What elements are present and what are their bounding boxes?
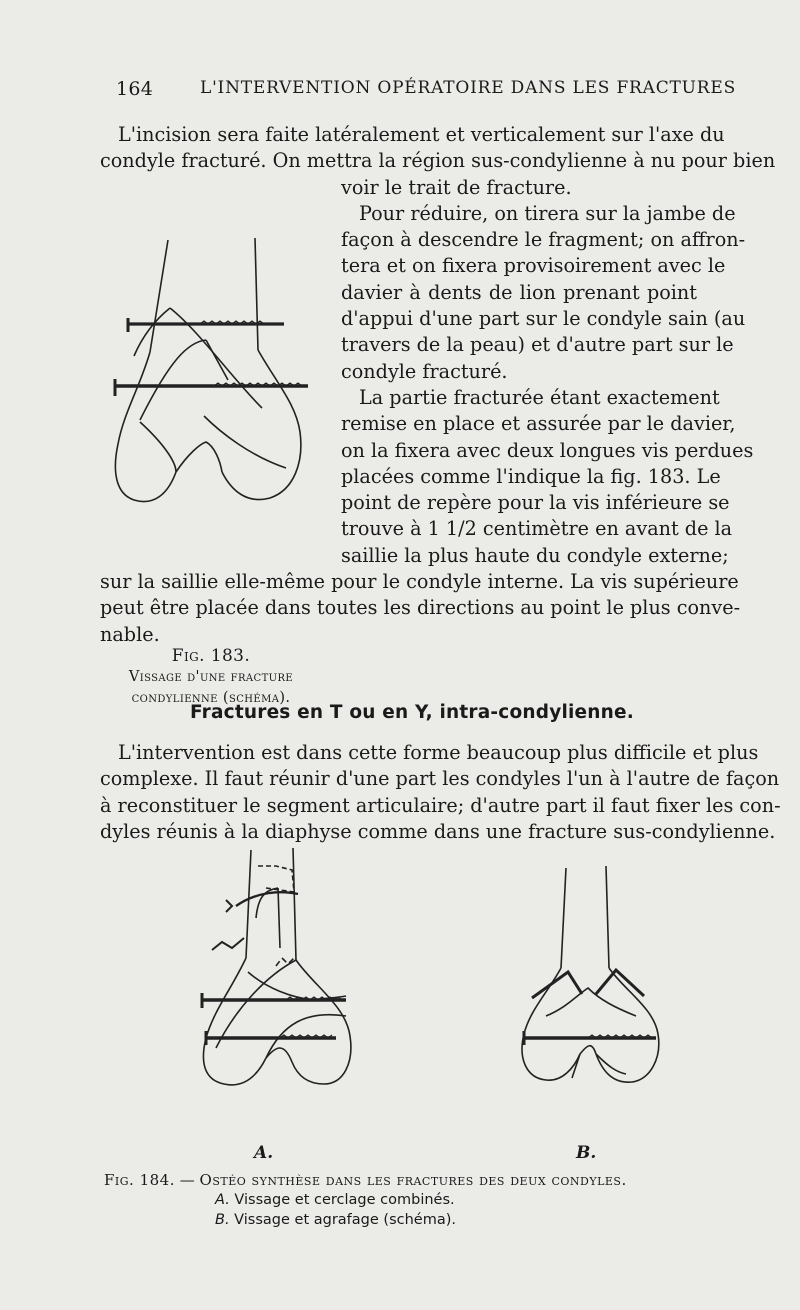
- figure-number: Fig. 183.: [171, 646, 251, 666]
- paragraph-t-y-fracture: [100, 740, 781, 845]
- text-line: peut être placée dans toutes les directions au point le plus conve-: [100, 596, 741, 620]
- text-line: Pour réduire, on tirera sur la jambe de: [359, 201, 736, 225]
- text-line: L'intervention est dans cette forme beaucoup plus difficile et plus: [118, 741, 759, 764]
- text-line: condyle fracturé. On mettra la région sus-condylienne à nu pour bien: [100, 149, 776, 173]
- panel-b-femur: [522, 866, 659, 1082]
- caption-title: Ostéo synthèse dans les fractures des deux condyles.: [199, 1171, 627, 1189]
- text-line: tera et on fixera provisoirement avec le: [341, 254, 726, 278]
- fracture-line: [140, 422, 176, 472]
- section-heading: Fractures en T ou en Y, intra-condylienne.: [190, 702, 634, 723]
- figure-183-caption: [96, 646, 326, 709]
- upper-screw: [128, 318, 284, 332]
- caption-line: Vissage d'une fracture: [128, 669, 294, 685]
- text-line: d'appui d'une part sur le condyle sain (au: [341, 307, 746, 331]
- text-line: La partie fracturée étant exactement: [359, 385, 720, 409]
- text-line: condyle fracturé.: [341, 359, 508, 383]
- page-number: 164: [116, 78, 154, 100]
- text-line: remise en place et assurée par le davier,: [341, 412, 736, 436]
- lower-screw: [114, 379, 308, 396]
- femur-shaft-right-edge: [255, 238, 258, 350]
- figure-number: Fig. 184.: [104, 1171, 175, 1189]
- text-line: nable.: [100, 622, 160, 646]
- text-line: dyles réunis à la diaphyse comme dans une fracture sus-condylienne.: [100, 819, 776, 843]
- fracture-line: [134, 308, 170, 356]
- intercondylar-notch: [176, 442, 222, 472]
- caption-dash: —: [179, 1171, 195, 1189]
- panel-label-b: B.: [576, 1143, 597, 1163]
- fracture-line: [204, 416, 286, 468]
- condyle-right-outline: [222, 350, 301, 500]
- sub-text: Vissage et agrafage (schéma).: [234, 1212, 456, 1228]
- femur-shaft-left-edge: [150, 240, 168, 352]
- text-line: placées comme l'indique la fig. 183. Le: [341, 464, 721, 488]
- caption-sub-a: [215, 1190, 704, 1210]
- text-line: complexe. Il faut réunir d'une part les condyles l'un à l'autre de façon: [100, 767, 780, 791]
- text-line: on la fixera avec deux longues vis perdues: [341, 438, 754, 462]
- sub-letter: A.: [215, 1192, 230, 1208]
- text-line: saillie la plus haute du condyle externe;: [341, 543, 729, 567]
- text-line: sur la saillie elle-même pour le condyle interne. La vis supérieure: [100, 570, 739, 594]
- text-line: travers de la peau) et d'autre part sur le: [341, 333, 734, 357]
- caption-line: condylienne (schéma).: [131, 690, 291, 706]
- text-line: à reconstituer le segment articulaire; d'autre part il faut fixer les con-: [100, 793, 781, 817]
- figure-184-drawing: [196, 848, 676, 1138]
- text-line: voir le trait de fracture.: [341, 175, 572, 199]
- sub-text: Vissage et cerclage combinés.: [234, 1192, 455, 1208]
- figure-183-drawing: [110, 232, 310, 544]
- panel-a-femur: [202, 848, 351, 1085]
- sub-letter: B.: [215, 1212, 230, 1228]
- page-header-title: L'INTERVENTION OPÉRATOIRE DANS LES FRACTURES: [200, 78, 737, 98]
- figure-184-caption: [104, 1170, 704, 1230]
- text-line: façon à descendre le fragment; on affron-: [341, 228, 746, 252]
- text-line: davier à dents de lion prenant point: [341, 280, 697, 304]
- fracture-line: [206, 340, 228, 380]
- text-line: trouve à 1 1/2 centimètre en avant de la: [341, 517, 733, 541]
- text-line: point de repère pour la vis inférieure se: [341, 491, 730, 515]
- caption-sub-b: [215, 1210, 704, 1230]
- text-line: L'incision sera faite latéralement et verticalement sur l'axe du: [118, 123, 725, 146]
- panel-label-a: A.: [254, 1143, 274, 1163]
